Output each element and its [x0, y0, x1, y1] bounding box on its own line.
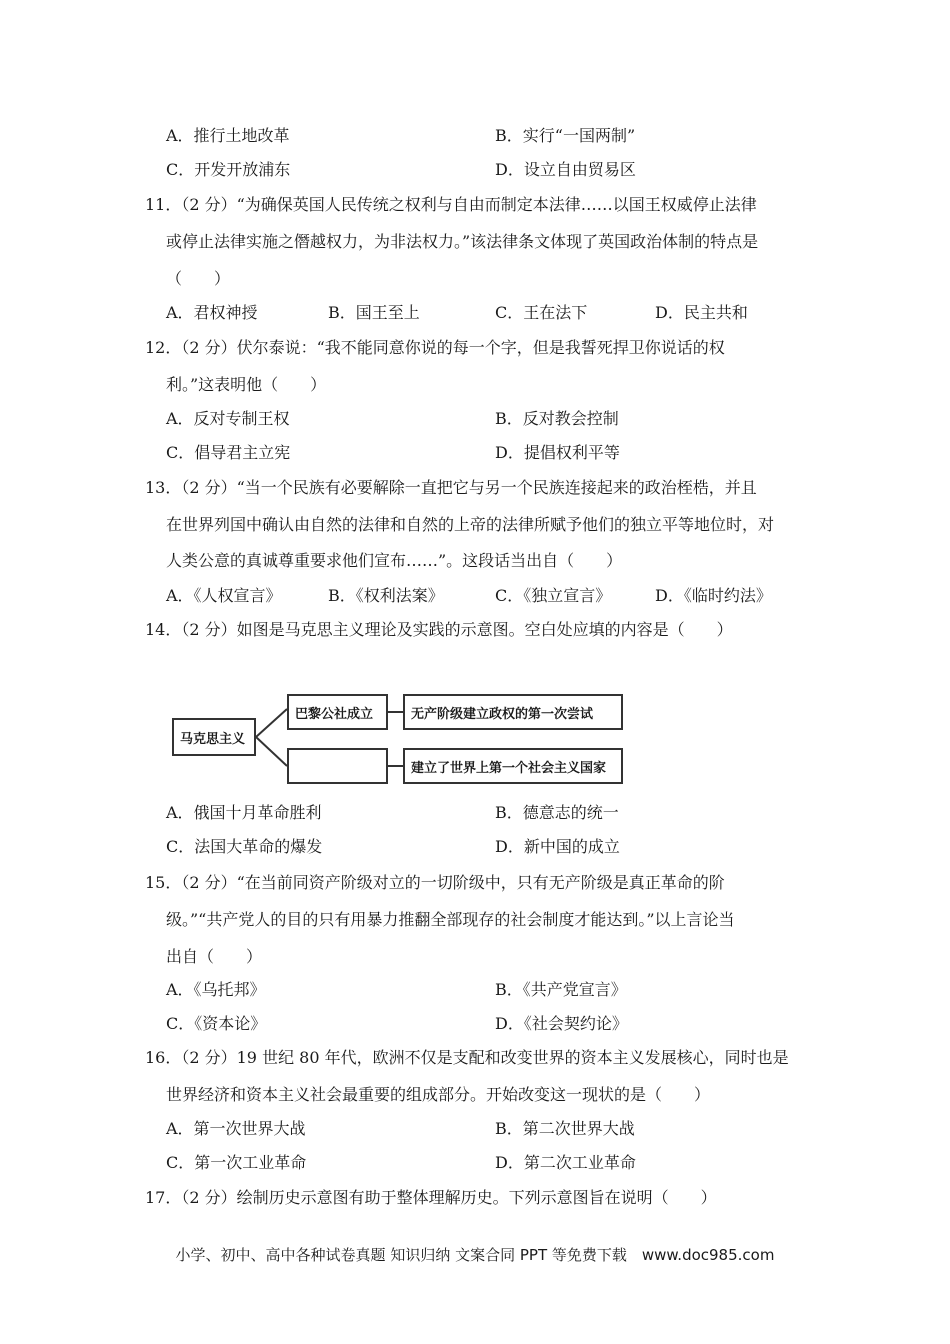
- q17-stem-line-1: 17．（2 分）绘制历史示意图有助于整体理解历史。下列示意图旨在说明（ ）: [145, 1188, 717, 1207]
- diagram-result2-label: 建立了世界上第一个社会主义国家: [411, 760, 607, 776]
- q13-stem-line-2: 在世界列国中确认由自然的法律和自然的上帝的法律所赋予他们的独立平等地位时，对: [166, 515, 775, 534]
- q11-option-c: C．王在法下: [495, 303, 588, 322]
- diagram-branch1-label: 巴黎公社成立: [295, 706, 374, 722]
- q15-stem-line-3: 出自（ ）: [166, 947, 263, 966]
- q16-option-c: C．第一次工业革命: [166, 1153, 307, 1172]
- q15-option-d: D．《社会契约论》: [495, 1014, 628, 1033]
- q12-option-a: A．反对专制王权: [166, 409, 290, 428]
- q14-stem-line-1: 14．（2 分）如图是马克思主义理论及实践的示意图。空白处应填的内容是（ ）: [145, 620, 733, 639]
- diagram-result2-box: [403, 748, 623, 784]
- q11-option-b: B．国王至上: [328, 303, 420, 322]
- q14-option-b: B．德意志的统一: [495, 803, 619, 822]
- q13-option-b: B．《权利法案》: [328, 586, 444, 605]
- q10-option-d: D．设立自由贸易区: [495, 160, 636, 179]
- diagram-root-label: 马克思主义: [180, 731, 246, 747]
- q10-option-a: A．推行土地改革: [166, 126, 290, 145]
- diagram-blank-box: [287, 748, 388, 784]
- q13-stem-line-1: 13．（2 分）“当一个民族有必要解除一直把它与另一个民族连接起来的政治桎梏，并且: [145, 478, 757, 497]
- q15-stem-line-1: 15．（2 分）“在当前同资产阶级对立的一切阶级中，只有无产阶级是真正革命的阶: [145, 873, 725, 892]
- q11-option-d: D．民主共和: [655, 303, 748, 322]
- q14-option-a: A．俄国十月革命胜利: [166, 803, 322, 822]
- connector-root-branch1: [256, 709, 287, 737]
- q11-stem-line-2: 或停止法律实施之僭越权力，为非法权力。”该法律条文体现了英国政治体制的特点是: [166, 232, 759, 251]
- diagram-root-box: [172, 718, 256, 756]
- q16-stem-line-2: 世界经济和资本主义社会最重要的组成部分。开始改变这一现状的是（ ）: [166, 1085, 711, 1104]
- q15-option-b: B．《共产党宣言》: [495, 980, 627, 999]
- diagram-result1-box: [403, 694, 623, 730]
- page-footer: 小学、初中、高中各种试卷真题 知识归纳 文案合同 PPT 等免费下载 www.doc985.com: [175, 1246, 775, 1264]
- connector-root-branch2: [256, 737, 287, 766]
- q10-option-c: C．开发开放浦东: [166, 160, 291, 179]
- q12-stem-line-1: 12．（2 分）伏尔泰说：“我不能同意你说的每一个字，但是我誓死捍卫你说话的权: [145, 338, 725, 357]
- diagram-branch1-box: [287, 694, 388, 730]
- q12-option-d: D．提倡权利平等: [495, 443, 620, 462]
- q15-stem-line-2: 级。”“共产党人的目的只有用暴力推翻全部现存的社会制度才能达到。”以上言论当: [166, 910, 735, 929]
- q16-option-a: A．第一次世界大战: [166, 1119, 306, 1138]
- q16-stem-line-1: 16．（2 分）19 世纪 80 年代，欧洲不仅是支配和改变世界的资本主义发展核心，同时也是: [145, 1048, 789, 1067]
- q11-stem-line-1: 11．（2 分）“为确保英国人民传统之权利与自由而制定本法律……以国王权威停止法律: [145, 195, 757, 214]
- marxism-diagram: [170, 690, 625, 790]
- q12-option-b: B．反对教会控制: [495, 409, 619, 428]
- q13-option-a: A．《人权宣言》: [166, 586, 282, 605]
- q13-stem-line-3: 人类公意的真诚尊重要求他们宣布……”。这段话当出自（ ）: [166, 551, 623, 570]
- q16-option-d: D．第二次工业革命: [495, 1153, 636, 1172]
- q13-option-d: D．《临时约法》: [655, 586, 772, 605]
- q12-stem-line-2: 利。”这表明他（ ）: [166, 375, 327, 394]
- q16-option-b: B．第二次世界大战: [495, 1119, 635, 1138]
- diagram-result1-label: 无产阶级建立政权的第一次尝试: [411, 706, 594, 722]
- q14-option-d: D．新中国的成立: [495, 837, 620, 856]
- q11-stem-line-3: （ ）: [166, 269, 231, 288]
- q15-option-c: C．《资本论》: [166, 1014, 267, 1033]
- q14-option-c: C．法国大革命的爆发: [166, 837, 323, 856]
- q11-option-a: A．君权神授: [166, 303, 258, 322]
- q13-option-c: C．《独立宣言》: [495, 586, 612, 605]
- q12-option-c: C．倡导君主立宪: [166, 443, 291, 462]
- q10-option-b: B．实行“一国两制”: [495, 126, 636, 145]
- q15-option-a: A．《乌托邦》: [166, 980, 266, 999]
